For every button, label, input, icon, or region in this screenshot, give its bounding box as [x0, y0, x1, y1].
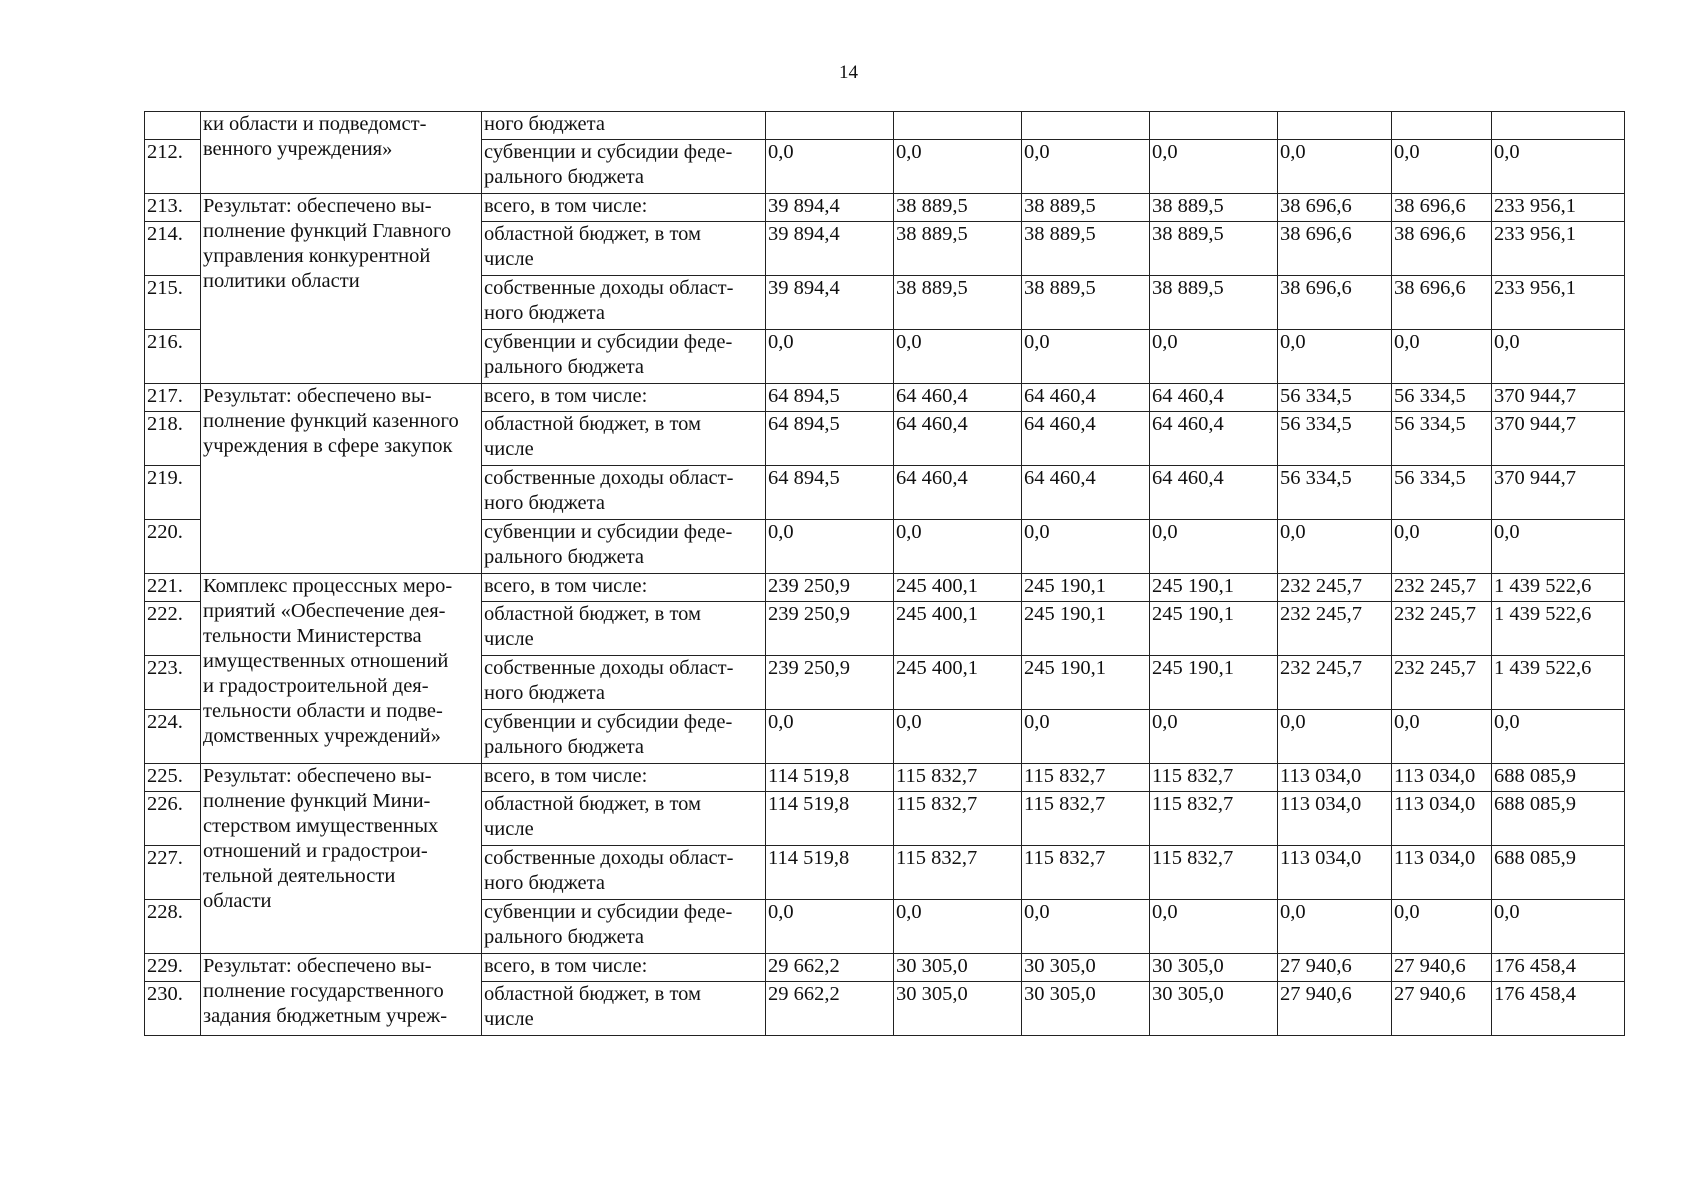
- value-cell: 30 305,0: [894, 954, 1022, 982]
- value-cell: 0,0: [766, 140, 894, 194]
- value-cell: 38 889,5: [1022, 222, 1150, 276]
- value-cell: 233 956,1: [1492, 276, 1625, 330]
- value-cell: 38 889,5: [894, 194, 1022, 222]
- value-cell: 232 245,7: [1278, 574, 1392, 602]
- value-cell: 0,0: [1492, 520, 1625, 574]
- value-cell: 115 832,7: [1022, 792, 1150, 846]
- value-cell: 176 458,4: [1492, 982, 1625, 1036]
- value-cell: 115 832,7: [1022, 846, 1150, 900]
- row-number: 219.: [145, 466, 201, 520]
- value-cell: 30 305,0: [1022, 954, 1150, 982]
- value-cell: 113 034,0: [1392, 792, 1492, 846]
- funding-source: собственные доходы област- ного бюджета: [482, 466, 766, 520]
- value-cell: 688 085,9: [1492, 846, 1625, 900]
- value-cell: 1 439 522,6: [1492, 602, 1625, 656]
- row-number: 224.: [145, 710, 201, 764]
- value-cell: 38 696,6: [1278, 194, 1392, 222]
- value-cell: 245 190,1: [1022, 574, 1150, 602]
- value-cell: 0,0: [894, 330, 1022, 384]
- value-cell: 39 894,4: [766, 194, 894, 222]
- row-number: 223.: [145, 656, 201, 710]
- table-row: [145, 764, 1625, 792]
- value-cell: [1150, 112, 1278, 140]
- value-cell: 245 400,1: [894, 574, 1022, 602]
- value-cell: 0,0: [894, 520, 1022, 574]
- value-cell: 0,0: [894, 900, 1022, 954]
- item-label: Комплекс процессных меро- приятий «Обеспечение дея- тельности Министерства имущественных отношений и градостроительной дея- тельности области и подве- домственных учреждений»: [201, 574, 482, 764]
- value-cell: 38 696,6: [1278, 222, 1392, 276]
- value-cell: 245 190,1: [1150, 602, 1278, 656]
- value-cell: 56 334,5: [1392, 412, 1492, 466]
- value-cell: [1392, 112, 1492, 140]
- value-cell: 56 334,5: [1392, 466, 1492, 520]
- row-number: 218.: [145, 412, 201, 466]
- value-cell: 27 940,6: [1392, 954, 1492, 982]
- value-cell: 30 305,0: [1150, 982, 1278, 1036]
- value-cell: [1022, 112, 1150, 140]
- value-cell: 370 944,7: [1492, 412, 1625, 466]
- value-cell: 114 519,8: [766, 846, 894, 900]
- value-cell: 232 245,7: [1392, 602, 1492, 656]
- value-cell: 56 334,5: [1278, 412, 1392, 466]
- value-cell: 113 034,0: [1278, 846, 1392, 900]
- item-label: Результат: обеспечено вы- полнение функций Главного управления конкурентной политики области: [201, 194, 482, 384]
- funding-source: субвенции и субсидии феде- рального бюджета: [482, 900, 766, 954]
- item-label: Результат: обеспечено вы- полнение функций Мини- стерством имущественных отношений и градострои- тельной деятельности области: [201, 764, 482, 954]
- value-cell: 245 190,1: [1022, 602, 1150, 656]
- value-cell: 1 439 522,6: [1492, 656, 1625, 710]
- value-cell: 0,0: [1492, 330, 1625, 384]
- value-cell: 370 944,7: [1492, 384, 1625, 412]
- row-number: [145, 112, 201, 140]
- value-cell: 0,0: [1278, 330, 1392, 384]
- item-label: Результат: обеспечено вы- полнение функций казенного учреждения в сфере закупок: [201, 384, 482, 574]
- value-cell: 370 944,7: [1492, 466, 1625, 520]
- value-cell: 30 305,0: [894, 982, 1022, 1036]
- page-number: 14: [839, 62, 858, 83]
- value-cell: 0,0: [1150, 710, 1278, 764]
- value-cell: 115 832,7: [894, 764, 1022, 792]
- value-cell: 27 940,6: [1278, 954, 1392, 982]
- funding-source: всего, в том числе:: [482, 954, 766, 982]
- value-cell: 64 460,4: [1022, 384, 1150, 412]
- value-cell: 113 034,0: [1392, 764, 1492, 792]
- value-cell: 39 894,4: [766, 276, 894, 330]
- table-row: [145, 574, 1625, 602]
- value-cell: 64 460,4: [894, 412, 1022, 466]
- value-cell: 29 662,2: [766, 954, 894, 982]
- value-cell: 245 190,1: [1150, 656, 1278, 710]
- row-number: 221.: [145, 574, 201, 602]
- value-cell: 56 334,5: [1278, 466, 1392, 520]
- funding-source: всего, в том числе:: [482, 384, 766, 412]
- row-number: 227.: [145, 846, 201, 900]
- row-number: 213.: [145, 194, 201, 222]
- funding-source: всего, в том числе:: [482, 764, 766, 792]
- table-row: [145, 194, 1625, 222]
- value-cell: 688 085,9: [1492, 764, 1625, 792]
- value-cell: 239 250,9: [766, 656, 894, 710]
- row-number: 229.: [145, 954, 201, 982]
- funding-source: всего, в том числе:: [482, 574, 766, 602]
- value-cell: 0,0: [766, 330, 894, 384]
- value-cell: 0,0: [1278, 710, 1392, 764]
- value-cell: 0,0: [894, 140, 1022, 194]
- value-cell: 232 245,7: [1392, 574, 1492, 602]
- value-cell: 0,0: [1022, 520, 1150, 574]
- row-number: 228.: [145, 900, 201, 954]
- value-cell: 245 190,1: [1022, 656, 1150, 710]
- value-cell: 0,0: [1392, 330, 1492, 384]
- funding-source: областной бюджет, в том числе: [482, 412, 766, 466]
- value-cell: 688 085,9: [1492, 792, 1625, 846]
- budget-table: [144, 111, 1625, 1036]
- value-cell: 0,0: [894, 710, 1022, 764]
- row-number: 215.: [145, 276, 201, 330]
- value-cell: 64 894,5: [766, 412, 894, 466]
- value-cell: 38 696,6: [1392, 194, 1492, 222]
- value-cell: 27 940,6: [1278, 982, 1392, 1036]
- value-cell: 29 662,2: [766, 982, 894, 1036]
- value-cell: 113 034,0: [1278, 792, 1392, 846]
- value-cell: 115 832,7: [894, 846, 1022, 900]
- value-cell: 38 889,5: [894, 276, 1022, 330]
- value-cell: 0,0: [1392, 520, 1492, 574]
- value-cell: 0,0: [1022, 710, 1150, 764]
- funding-source: областной бюджет, в том числе: [482, 602, 766, 656]
- value-cell: 245 400,1: [894, 656, 1022, 710]
- value-cell: 0,0: [1278, 140, 1392, 194]
- funding-source: собственные доходы област- ного бюджета: [482, 656, 766, 710]
- funding-source: субвенции и субсидии феде- рального бюджета: [482, 710, 766, 764]
- value-cell: 0,0: [1150, 900, 1278, 954]
- value-cell: 239 250,9: [766, 602, 894, 656]
- funding-source: субвенции и субсидии феде- рального бюджета: [482, 330, 766, 384]
- value-cell: 56 334,5: [1392, 384, 1492, 412]
- value-cell: [894, 112, 1022, 140]
- value-cell: 245 190,1: [1150, 574, 1278, 602]
- funding-source: областной бюджет, в том числе: [482, 222, 766, 276]
- funding-source: областной бюджет, в том числе: [482, 792, 766, 846]
- value-cell: 30 305,0: [1022, 982, 1150, 1036]
- value-cell: 0,0: [1150, 520, 1278, 574]
- value-cell: 115 832,7: [1150, 764, 1278, 792]
- value-cell: 64 460,4: [1022, 466, 1150, 520]
- value-cell: 0,0: [1150, 330, 1278, 384]
- value-cell: 0,0: [1278, 520, 1392, 574]
- value-cell: 64 460,4: [1150, 412, 1278, 466]
- value-cell: 1 439 522,6: [1492, 574, 1625, 602]
- row-number: 216.: [145, 330, 201, 384]
- value-cell: 232 245,7: [1278, 602, 1392, 656]
- value-cell: 232 245,7: [1278, 656, 1392, 710]
- row-number: 214.: [145, 222, 201, 276]
- value-cell: 115 832,7: [1022, 764, 1150, 792]
- value-cell: 38 889,5: [894, 222, 1022, 276]
- value-cell: 64 460,4: [1150, 466, 1278, 520]
- funding-source: областной бюджет, в том числе: [482, 982, 766, 1036]
- value-cell: 0,0: [1278, 900, 1392, 954]
- row-number: 225.: [145, 764, 201, 792]
- table-row: [145, 112, 1625, 140]
- funding-source: собственные доходы област- ного бюджета: [482, 276, 766, 330]
- value-cell: 176 458,4: [1492, 954, 1625, 982]
- value-cell: [766, 112, 894, 140]
- value-cell: 114 519,8: [766, 792, 894, 846]
- value-cell: 64 894,5: [766, 466, 894, 520]
- row-number: 222.: [145, 602, 201, 656]
- value-cell: 64 460,4: [894, 384, 1022, 412]
- value-cell: 114 519,8: [766, 764, 894, 792]
- value-cell: 232 245,7: [1392, 656, 1492, 710]
- item-label: Результат: обеспечено вы- полнение государственного задания бюджетным учреж-: [201, 954, 482, 1036]
- item-label: ки области и подведомст- венного учреждения»: [201, 112, 482, 194]
- value-cell: 0,0: [1022, 330, 1150, 384]
- value-cell: 38 889,5: [1022, 194, 1150, 222]
- row-number: 217.: [145, 384, 201, 412]
- value-cell: 0,0: [1150, 140, 1278, 194]
- value-cell: 233 956,1: [1492, 222, 1625, 276]
- value-cell: 0,0: [766, 520, 894, 574]
- value-cell: 38 696,6: [1392, 222, 1492, 276]
- value-cell: 64 460,4: [1022, 412, 1150, 466]
- row-number: 212.: [145, 140, 201, 194]
- value-cell: [1492, 112, 1625, 140]
- value-cell: 38 696,6: [1278, 276, 1392, 330]
- value-cell: 115 832,7: [1150, 846, 1278, 900]
- funding-source: субвенции и субсидии феде- рального бюджета: [482, 140, 766, 194]
- value-cell: 64 460,4: [1150, 384, 1278, 412]
- funding-source: ного бюджета: [482, 112, 766, 140]
- value-cell: 0,0: [1392, 140, 1492, 194]
- value-cell: 38 889,5: [1150, 276, 1278, 330]
- value-cell: 0,0: [1492, 710, 1625, 764]
- value-cell: 0,0: [766, 900, 894, 954]
- value-cell: 0,0: [1392, 710, 1492, 764]
- value-cell: [1278, 112, 1392, 140]
- value-cell: 115 832,7: [1150, 792, 1278, 846]
- funding-source: всего, в том числе:: [482, 194, 766, 222]
- value-cell: 38 889,5: [1150, 194, 1278, 222]
- value-cell: 0,0: [1022, 900, 1150, 954]
- value-cell: 239 250,9: [766, 574, 894, 602]
- value-cell: 30 305,0: [1150, 954, 1278, 982]
- row-number: 220.: [145, 520, 201, 574]
- funding-source: субвенции и субсидии феде- рального бюджета: [482, 520, 766, 574]
- value-cell: 233 956,1: [1492, 194, 1625, 222]
- funding-source: собственные доходы област- ного бюджета: [482, 846, 766, 900]
- value-cell: 38 889,5: [1150, 222, 1278, 276]
- value-cell: 64 894,5: [766, 384, 894, 412]
- value-cell: 113 034,0: [1392, 846, 1492, 900]
- value-cell: 56 334,5: [1278, 384, 1392, 412]
- value-cell: 113 034,0: [1278, 764, 1392, 792]
- value-cell: 0,0: [1392, 900, 1492, 954]
- table-row: [145, 384, 1625, 412]
- value-cell: 64 460,4: [894, 466, 1022, 520]
- value-cell: 115 832,7: [894, 792, 1022, 846]
- value-cell: 38 696,6: [1392, 276, 1492, 330]
- value-cell: 0,0: [766, 710, 894, 764]
- value-cell: 0,0: [1492, 140, 1625, 194]
- value-cell: 245 400,1: [894, 602, 1022, 656]
- value-cell: 39 894,4: [766, 222, 894, 276]
- row-number: 226.: [145, 792, 201, 846]
- row-number: 230.: [145, 982, 201, 1036]
- value-cell: 38 889,5: [1022, 276, 1150, 330]
- table-row: [145, 954, 1625, 982]
- value-cell: 0,0: [1492, 900, 1625, 954]
- value-cell: 27 940,6: [1392, 982, 1492, 1036]
- value-cell: 0,0: [1022, 140, 1150, 194]
